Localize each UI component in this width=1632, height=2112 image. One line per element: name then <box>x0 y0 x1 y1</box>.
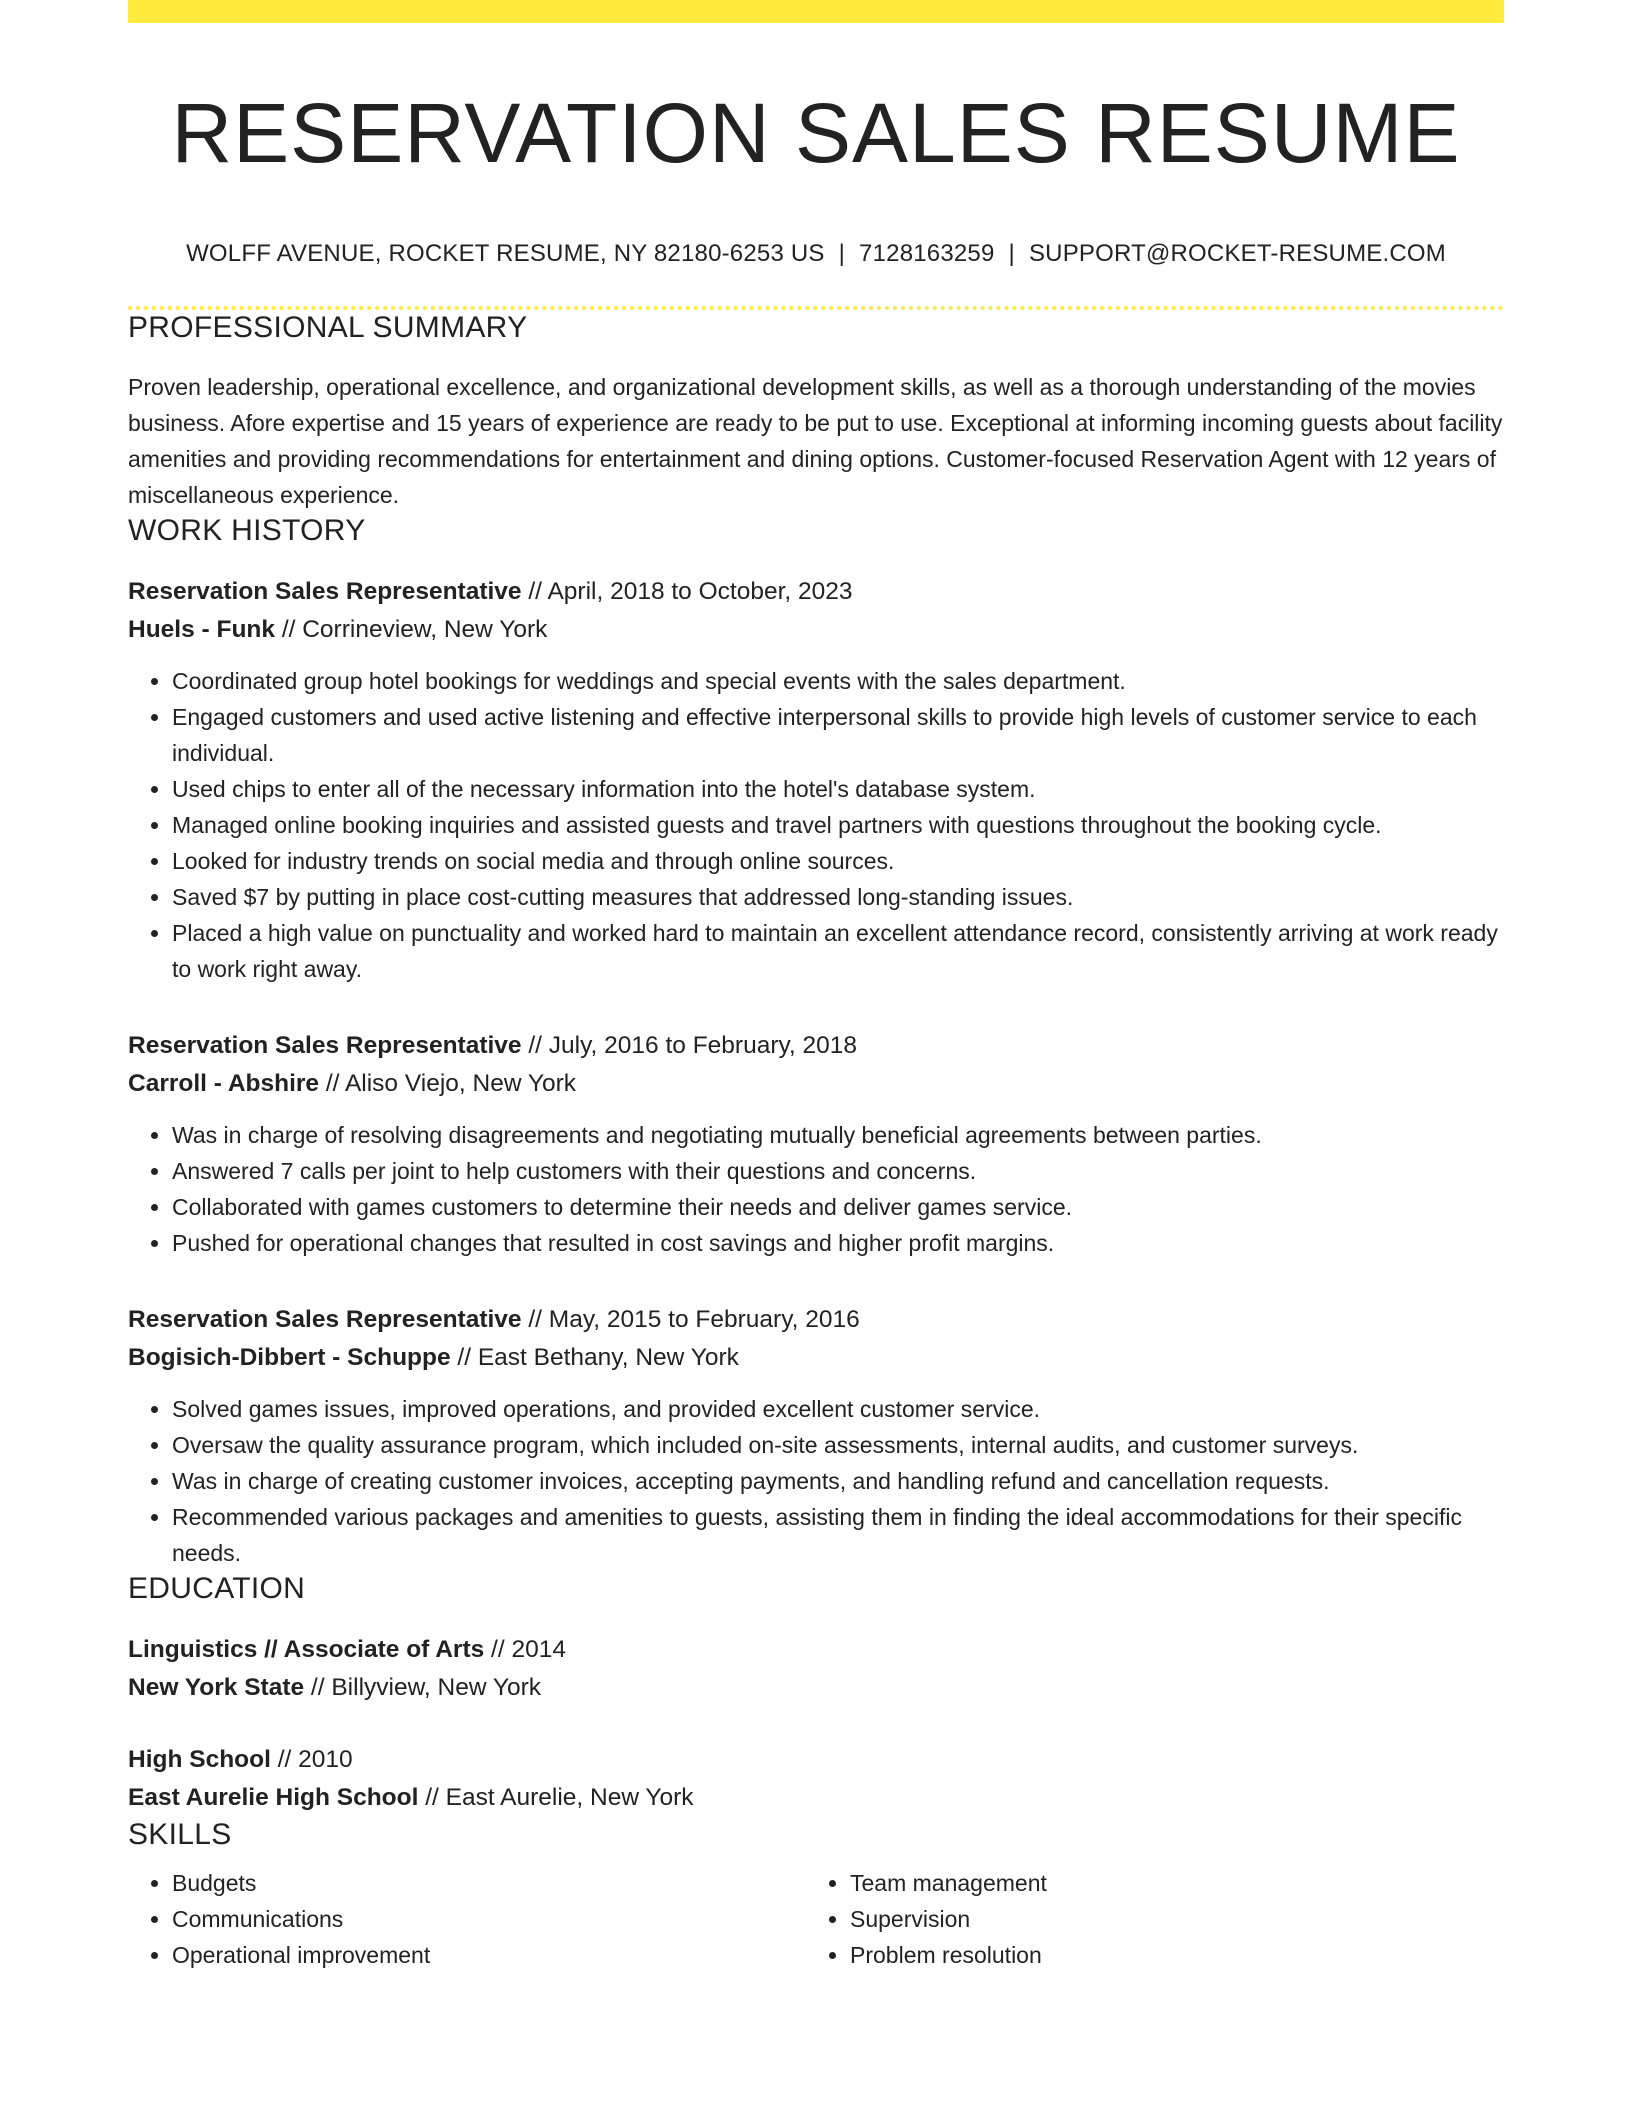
list-item: • Recommended various packages and amenities to guests, assisting them in finding the ideal accommodations for their specific needs. <box>172 1499 1504 1571</box>
job-bullets <box>128 1391 1504 1571</box>
resume-page <box>128 0 1504 1973</box>
skill-item: • Supervision <box>850 1901 1484 1937</box>
job-location: // East Bethany, New York <box>450 1344 739 1371</box>
job-entry <box>128 573 1504 987</box>
skills-list-right <box>806 1865 1484 1973</box>
job-dates: // May, 2015 to February, 2016 <box>521 1306 860 1333</box>
list-item: • Was in charge of creating customer invoices, accepting payments, and handling refund and cancellation requests. <box>172 1463 1504 1499</box>
school-location: // East Aurelie, New York <box>418 1784 694 1811</box>
top-accent-bar <box>128 0 1504 23</box>
job-title-line <box>128 1301 1504 1339</box>
degree: Linguistics // Associate of Arts <box>128 1636 485 1663</box>
list-item: • Engaged customers and used active listening and effective interpersonal skills to provide high levels of customer service to each individual. <box>172 699 1504 771</box>
list-item: • Answered 7 calls per joint to help customers with their questions and concerns. <box>172 1153 1504 1189</box>
job-company-line <box>128 611 1504 649</box>
school-name: New York State <box>128 1674 305 1701</box>
school-line <box>128 1669 1504 1707</box>
list-item: • Oversaw the quality assurance program, which included on-site assessments, internal audits, and customer surveys. <box>172 1427 1504 1463</box>
education-entry <box>128 1631 1504 1707</box>
job-company: Huels - Funk <box>128 616 276 643</box>
list-item: • Coordinated group hotel bookings for weddings and special events with the sales department. <box>172 663 1504 699</box>
contact-phone: 7128163259 <box>859 240 995 267</box>
job-dates: // July, 2016 to February, 2018 <box>521 1032 858 1059</box>
job-title-line <box>128 573 1504 611</box>
skill-item: • Budgets <box>172 1865 806 1901</box>
degree-line <box>128 1631 1504 1669</box>
degree-line <box>128 1741 1504 1779</box>
skill-item: • Communications <box>172 1901 806 1937</box>
list-item: • Solved games issues, improved operations, and provided excellent customer service. <box>172 1391 1504 1427</box>
list-item: • Pushed for operational changes that resulted in cost savings and higher profit margins. <box>172 1225 1504 1261</box>
skills-columns <box>128 1865 1504 1973</box>
job-bullets <box>128 663 1504 987</box>
list-item: • Managed online booking inquiries and assisted guests and travel partners with questions throughout the booking cycle. <box>172 807 1504 843</box>
skills-list-left <box>128 1865 806 1973</box>
job-title: Reservation Sales Representative <box>128 578 522 605</box>
job-title: Reservation Sales Representative <box>128 1032 522 1059</box>
job-company: Bogisich-Dibbert - Schuppe <box>128 1344 451 1371</box>
list-item: • Used chips to enter all of the necessary information into the hotel's database system. <box>172 771 1504 807</box>
degree-year: // 2010 <box>270 1746 353 1773</box>
list-item: • Was in charge of resolving disagreements and negotiating mutually beneficial agreements between parties. <box>172 1117 1504 1153</box>
school-name: East Aurelie High School <box>128 1784 419 1811</box>
contact-separator: | <box>1008 240 1015 267</box>
contact-email: SUPPORT@ROCKET-RESUME.COM <box>1028 240 1446 267</box>
contact-separator: | <box>838 240 846 267</box>
resume-title: RESERVATION SALES RESUME <box>171 86 1461 180</box>
education-heading: EDUCATION <box>128 1572 306 1605</box>
list-item: • Looked for industry trends on social media and through online sources. <box>172 843 1504 879</box>
summary-text: Proven leadership, operational excellence, and organizational development skills, as well as a thorough understanding of the movies business. Afore expertise and 15 years of experience are ready to be put to use. Exceptional at informing incoming guests about facility amenities and providing recommendations for entertainment and dining options. Customer-focused Reservation Agent with 12 years of miscellaneous experience. <box>128 374 1503 508</box>
job-location: // Corrineview, New York <box>275 616 548 643</box>
job-company-line <box>128 1065 1504 1103</box>
job-entry <box>128 1301 1504 1571</box>
list-item: • Saved $7 by putting in place cost-cutting measures that addressed long-standing issues. <box>172 879 1504 915</box>
job-location: // Aliso Viejo, New York <box>319 1070 577 1097</box>
summary-heading: PROFESSIONAL SUMMARY <box>128 311 528 344</box>
skill-item: • Problem resolution <box>850 1937 1484 1973</box>
education-entry <box>128 1741 1504 1817</box>
job-entry <box>128 1027 1504 1261</box>
contact-line <box>128 239 1504 269</box>
degree-year: // 2014 <box>484 1636 566 1663</box>
skill-item: • Operational improvement <box>172 1937 806 1973</box>
school-line <box>128 1779 1504 1817</box>
skills-heading: SKILLS <box>128 1818 232 1851</box>
job-company: Carroll - Abshire <box>128 1070 320 1097</box>
job-title: Reservation Sales Representative <box>128 1306 522 1333</box>
degree: High School <box>128 1746 271 1773</box>
list-item: • Placed a high value on punctuality and worked hard to maintain an excellent attendance record, consistently arriving at work ready to work right away. <box>172 915 1504 987</box>
contact-address: WOLFF AVENUE, ROCKET RESUME, NY 82180-6253 US <box>186 240 825 267</box>
school-location: // Billyview, New York <box>304 1674 542 1701</box>
job-title-line <box>128 1027 1504 1065</box>
work-history-heading: WORK HISTORY <box>128 514 366 547</box>
list-item: • Collaborated with games customers to determine their needs and deliver games service. <box>172 1189 1504 1225</box>
job-bullets <box>128 1117 1504 1261</box>
skill-item: • Team management <box>850 1865 1484 1901</box>
job-dates: // April, 2018 to October, 2023 <box>521 578 853 605</box>
job-company-line <box>128 1339 1504 1377</box>
